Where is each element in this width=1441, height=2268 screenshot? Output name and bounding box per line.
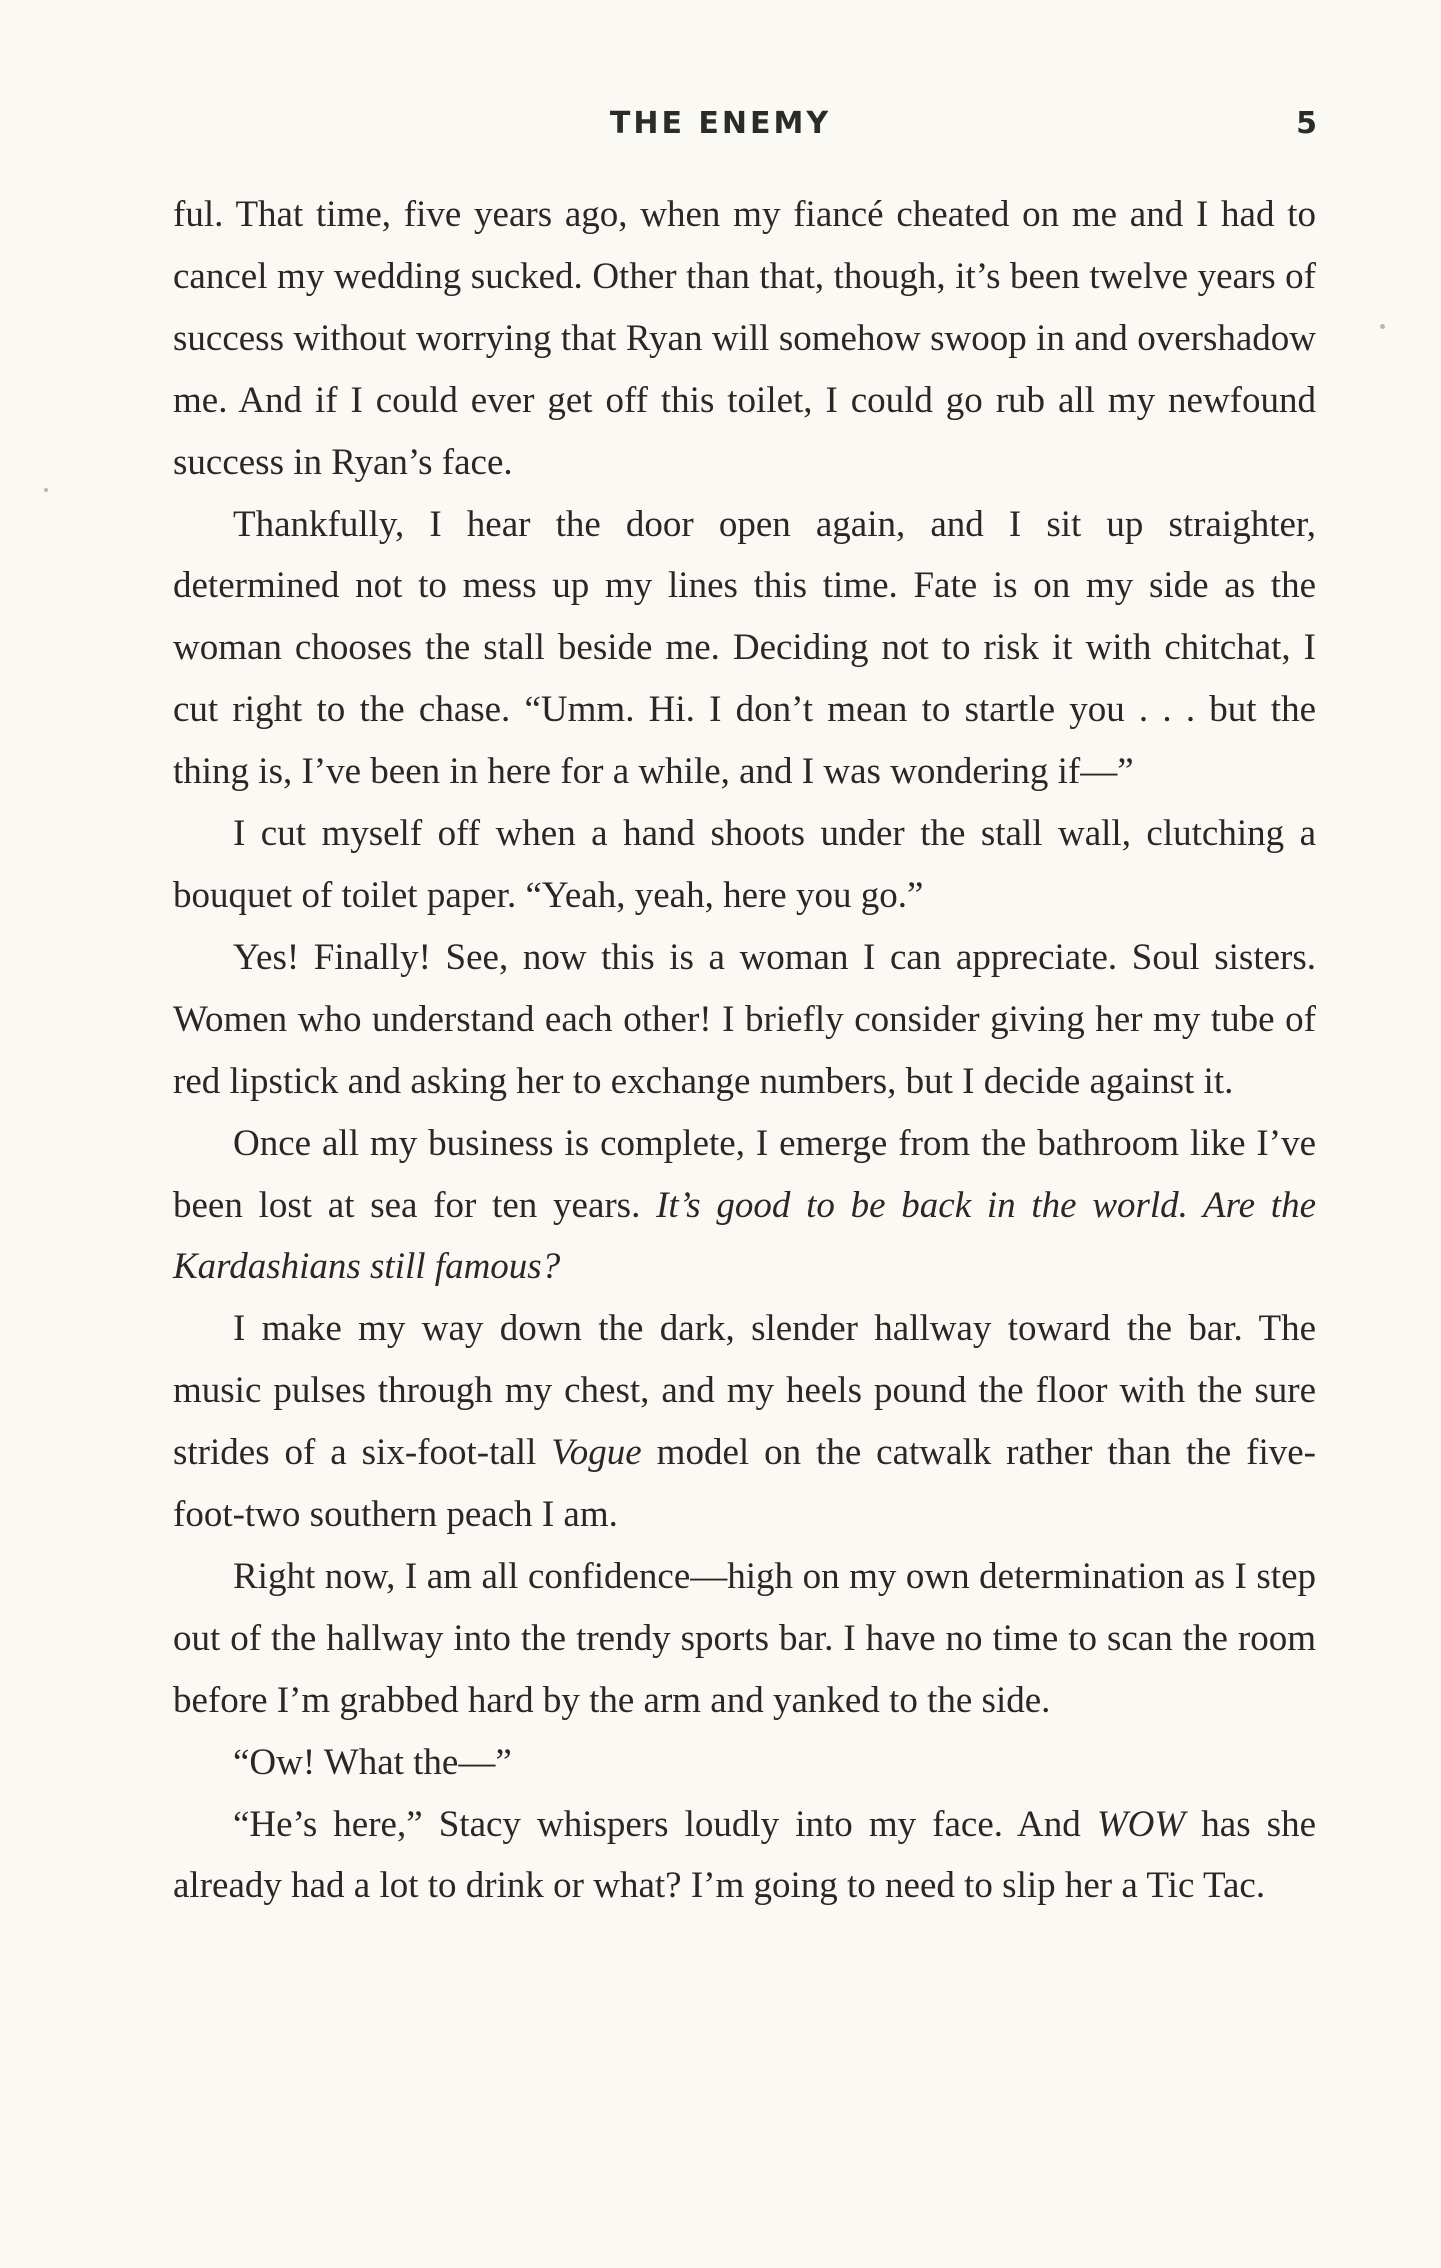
paragraph — [173, 927, 1316, 1113]
text-run: model on the catwalk rather than the five-foot-two southern peach I am. — [173, 1432, 1317, 1536]
page-number: 5 — [1296, 106, 1317, 141]
paragraph — [173, 184, 1316, 494]
body-text — [173, 184, 1316, 1917]
paragraph — [173, 1298, 1316, 1546]
paper-speck — [1380, 324, 1385, 329]
chapter-title: THE ENEMY — [609, 106, 832, 141]
italic-text: It’s good to be back in the world. Are the Kardashians still famous? — [173, 1184, 1316, 1288]
text-run: Once all my business is complete, I emerge from the bathroom like I’ve been lost at sea for ten years. — [173, 1122, 1316, 1226]
paragraph — [173, 494, 1316, 804]
paragraph — [173, 803, 1316, 927]
running-head — [0, 106, 1441, 150]
text-run: I make my way down the dark, slender hallway toward the bar. The music pulses through my chest, and my heels pound the floor with the sure strides of a six-foot-tall — [173, 1308, 1316, 1474]
italic-text: WOW — [1096, 1803, 1186, 1845]
text-run: “He’s here,” Stacy whispers loudly into my face. And — [233, 1803, 1097, 1845]
text-run: has she already had a lot to drink or what? I’m going to need to slip her a Tic Tac. — [173, 1803, 1316, 1907]
paragraph — [173, 1546, 1316, 1732]
paragraph — [173, 1794, 1316, 1918]
text-run: I cut myself off when a hand shoots under the stall wall, clutching a bouquet of toilet paper. “Yeah, yeah, here you go.” — [173, 813, 1316, 916]
paragraph — [173, 1113, 1316, 1299]
paper-speck — [44, 488, 48, 492]
text-run: Yes! Finally! See, now this is a woman I can appreciate. Soul sisters. Women who understand each other! I briefly consider giving her my tube of red lipstick and asking her to exchange numbers, but I decide against it. — [173, 936, 1316, 1102]
italic-text: Vogue — [551, 1432, 642, 1474]
text-run: Right now, I am all confidence—high on my own determination as I step out of the hallway into the trendy sports bar. I have no time to scan the room before I’m grabbed hard by the arm and yanked to the side. — [173, 1555, 1316, 1721]
text-run: Thankfully, I hear the door open again, and I sit up straighter, determined not to mess up my lines this time. Fate is on my side as the woman chooses the stall beside me. Deciding not to risk it with chitchat, I cut right to the chase. “Umm. Hi. I don’t mean to startle you . . . but the thing is, I’ve been in here for a while, and I was wondering if—” — [173, 503, 1316, 793]
text-run: ful. That time, five years ago, when my fiancé cheated on me and I had to cancel my wedding sucked. Other than that, though, it’s been twelve years of success without worrying that Ryan will somehow swoop in and overshadow me. And if I could ever get off this toilet, I could go rub all my newfound success in Ryan’s face. — [173, 194, 1316, 483]
text-run: “Ow! What the—” — [233, 1741, 512, 1783]
paragraph — [173, 1732, 1316, 1794]
